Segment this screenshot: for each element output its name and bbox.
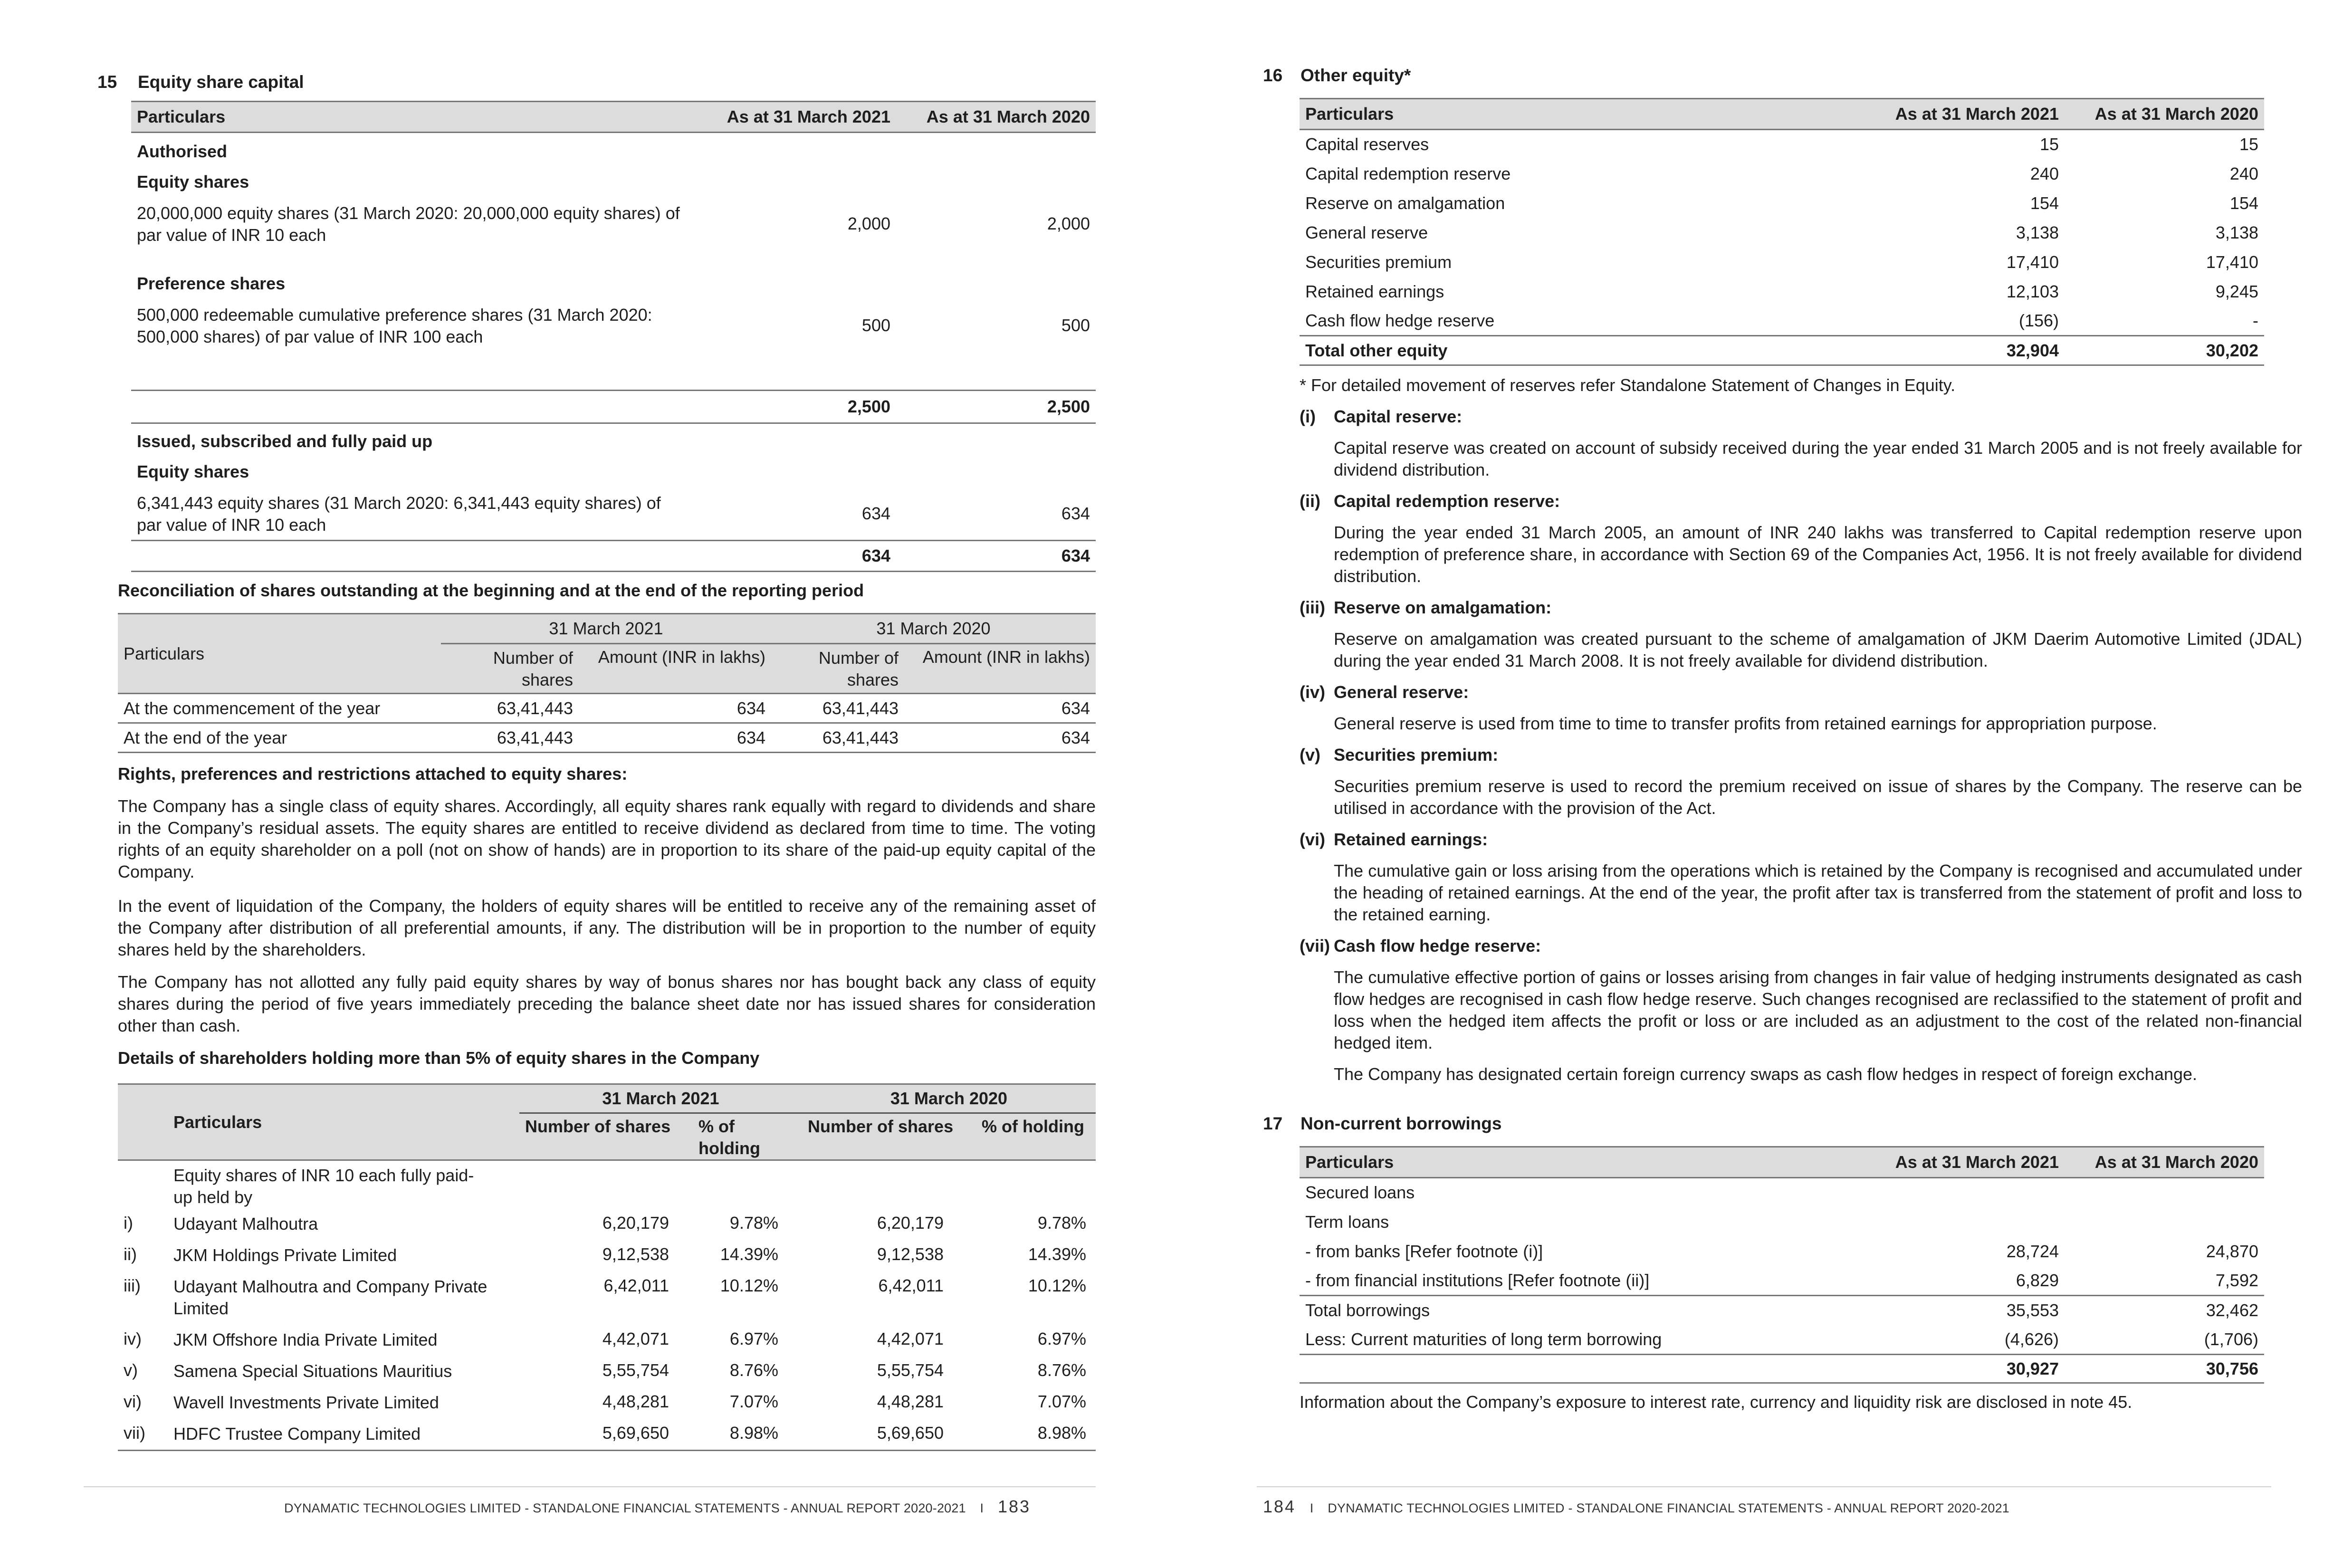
holder-name: Wavell Investments Private Limited — [173, 1393, 439, 1412]
header-2020: As at 31 March 2020 — [2065, 99, 2264, 130]
reserve-item-index: (ii) — [1300, 491, 1320, 511]
value-2021: 6,829 — [2016, 1270, 2059, 1290]
reserve-item-paragraph: Capital reserve was created on account of subsidy received during the year ended 31 March 2005 and is not freely available for dividend distribution. — [1334, 438, 2302, 479]
row-label: Term loans — [1305, 1212, 1389, 1232]
holder-index: ii) — [124, 1244, 137, 1264]
holders-col-num-2021: Number of shares — [519, 1113, 693, 1160]
reserve-descriptions — [1300, 406, 2302, 1095]
holders-year-2020: 31 March 2020 — [802, 1084, 1096, 1113]
authorised-total-2021: 2,500 — [692, 391, 896, 423]
holder-name: JKM Holdings Private Limited — [173, 1245, 397, 1265]
holder-shares-2021: 5,69,650 — [519, 1418, 693, 1451]
header-2020: As at 31 March 2020 — [2065, 1147, 2264, 1178]
borrowings-total-2020: 30,756 — [2065, 1355, 2264, 1383]
borrowings-table — [1300, 1146, 2264, 1384]
issued-desc: 6,341,443 equity shares (31 March 2020: 6,341,443 equity shares) of par value of INR 10 each — [137, 493, 661, 535]
recon-row-label: At the end of the year — [118, 723, 441, 753]
header-2021: As at 31 March 2021 — [692, 102, 896, 133]
recon-cell: 634 — [579, 723, 771, 753]
holder-index: vi) — [124, 1392, 142, 1411]
row-label: Capital reserves — [1305, 134, 1429, 154]
recon-cell: 634 — [1061, 698, 1090, 718]
total-other-equity-2020: 30,202 — [2065, 336, 2264, 365]
table-row — [1300, 1237, 2264, 1266]
holder-pct-2021: 8.98% — [693, 1418, 802, 1451]
value-2020: 9,245 — [2215, 281, 2258, 301]
reserve-item-heading — [1300, 744, 2302, 766]
other-equity-note: * For detailed movement of reserves refer Standalone Statement of Changes in Equity. — [1300, 375, 1956, 395]
reserve-item-title: Capital redemption reserve: — [1334, 491, 1560, 511]
row-label: Securities premium — [1305, 252, 1452, 272]
holder-pct-2020: 10.12% — [1028, 1276, 1086, 1295]
value-2020: 17,410 — [2206, 252, 2258, 272]
table-row — [1300, 306, 2264, 336]
holder-pct-2021: 9.78% — [729, 1213, 778, 1233]
row-label: Total borrowings — [1300, 1296, 1860, 1325]
preference-shares-label: Preference shares — [137, 274, 286, 293]
table-row — [1300, 1325, 2264, 1355]
authorised-equity-2020: 2,000 — [1047, 214, 1090, 233]
shareholders-table — [118, 1083, 1096, 1451]
reserve-item-paragraph: During the year ended 31 March 2005, an amount of INR 240 lakhs was transferred to Capital redemption reserve upon redemption of preference share, in accordance with Section 69 of the Companies Act, 1956. It is not freely available for dividend distribution. — [1334, 523, 2302, 586]
reserve-item-heading — [1300, 490, 2302, 512]
header-particulars: Particulars — [1300, 99, 1860, 130]
table-row — [1300, 189, 2264, 218]
reserve-item-index: (iii) — [1300, 598, 1325, 617]
footer-text: DYNAMATIC TECHNOLOGIES LIMITED - STANDALONE FINANCIAL STATEMENTS - ANNUAL REPORT 2020-2021 — [1328, 1501, 2010, 1515]
footer-separator: I — [980, 1501, 984, 1515]
preference-2020: 500 — [1061, 316, 1090, 335]
reserve-item — [1300, 681, 2302, 735]
row-label: - from financial institutions [Refer footnote (ii)] — [1305, 1270, 1650, 1290]
page-number: 184 — [1263, 1497, 1296, 1516]
holder-pct-2020: 7.07% — [1037, 1392, 1086, 1411]
authorised-label: Authorised — [137, 142, 228, 161]
holders-year-2021: 31 March 2021 — [519, 1084, 802, 1113]
holder-pct-2021: 7.07% — [729, 1392, 778, 1411]
holder-name: Udayant Malhoutra — [173, 1214, 318, 1233]
section-number: 15 — [97, 72, 117, 92]
row-label: Reserve on amalgamation — [1305, 193, 1505, 213]
reserve-item-index: (i) — [1300, 407, 1316, 426]
reconciliation-title: Reconciliation of shares outstanding at the beginning and at the end of the reporting period — [118, 581, 864, 600]
reserve-item-paragraph: Reserve on amalgamation was created pursuant to the scheme of amalgamation of JKM Daerim Automotive Limited (JDAL) during the year ended 31 March 2008. It is not freely available for dividend distribution. — [1334, 629, 2302, 670]
holder-index: iv) — [124, 1329, 142, 1348]
holders-col-num-2020: Number of shares — [802, 1113, 967, 1160]
borrowings-note: Information about the Company’s exposure to interest rate, currency and liquidity risk are disclosed in note 45. — [1300, 1392, 2132, 1412]
section-title: Non-current borrowings — [1300, 1114, 1502, 1133]
value-2021: 154 — [2030, 193, 2059, 213]
reserve-item-paragraph: The cumulative effective portion of gains or losses arising from changes in fair value of hedging instruments designated as cash flow hedges are recognised in cash flow hedge reserve. Such changes recognised are reclassified to the statement of profit and loss when the hedged item affects the profit or loss or are included as an adjustment to the cost of the related non-financial hedged item. — [1334, 967, 2302, 1052]
reserve-item-title: Securities premium: — [1334, 745, 1499, 765]
footer-text: DYNAMATIC TECHNOLOGIES LIMITED - STANDALONE FINANCIAL STATEMENTS - ANNUAL REPORT 2020-2021 — [284, 1501, 966, 1515]
section-number: 16 — [1263, 66, 1283, 85]
equity-shares-label: Equity shares — [137, 172, 249, 191]
row-label: Cash flow hedge reserve — [1305, 310, 1495, 330]
holder-pct-2020: 8.98% — [967, 1418, 1096, 1451]
reserve-item-title: Retained earnings: — [1334, 830, 1488, 849]
value-2020: 3,138 — [2215, 222, 2258, 242]
row-label: General reserve — [1305, 222, 1428, 242]
issued-2020: 634 — [1061, 504, 1090, 523]
row-label: Capital redemption reserve — [1305, 163, 1511, 183]
reserve-item-paragraph: Securities premium reserve is used to record the premium received on issue of shares by the Company. The reserve can be utilised in accordance with the provision of the Act. — [1334, 776, 2302, 818]
holders-title: Details of shareholders holding more than 5% of equity shares in the Company — [118, 1048, 760, 1068]
header-particulars: Particulars — [1300, 1147, 1860, 1178]
recon-particulars: Particulars — [118, 614, 441, 694]
section-title: Equity share capital — [138, 72, 304, 92]
issued-label: Issued, subscribed and fully paid up — [137, 431, 433, 451]
value-2020: - — [2253, 310, 2258, 330]
footer-left — [284, 1497, 1031, 1517]
total-other-equity-2021: 32,904 — [1860, 336, 2065, 365]
rights-paragraph-3: The Company has not allotted any fully paid equity shares by way of bonus shares nor has bought back any class of equity shares during the period of five years immediately preceding the balance sheet date nor has issued shares for consideration other than cash. — [118, 972, 1096, 1035]
value-2021: 17,410 — [2006, 252, 2059, 272]
reserve-item-index: (vii) — [1300, 936, 1330, 956]
recon-col-shares-2021: Number of shares — [441, 644, 579, 694]
holder-shares-2020: 9,12,538 — [877, 1244, 944, 1264]
header-particulars: Particulars — [131, 102, 692, 133]
table-row — [118, 723, 1096, 753]
holder-pct-2021: 6.97% — [729, 1329, 778, 1348]
value-2021 — [1860, 1207, 2065, 1237]
right-page — [1176, 0, 2352, 1568]
holder-pct-2021: 10.12% — [720, 1276, 778, 1295]
table-header — [131, 102, 1096, 133]
reserve-item-heading — [1300, 935, 2302, 957]
other-equity-rows — [1300, 130, 2264, 336]
table-row — [118, 1271, 1096, 1324]
rights-paragraph-2: In the event of liquidation of the Company, the holders of equity shares will be entitled to receive any of the remaining asset of the Company after distribution of all preferential amounts, if any. The distribution will be in proportion to the number of equity shares held by the shareholders. — [118, 896, 1096, 959]
recon-cell: 63,41,443 — [771, 723, 904, 753]
recon-year-2021: 31 March 2021 — [441, 614, 771, 644]
footer-divider — [84, 1486, 1096, 1487]
footer-divider — [1257, 1486, 2271, 1487]
table-row — [118, 1240, 1096, 1271]
value-2020: 32,462 — [2065, 1296, 2264, 1325]
preference-desc: 500,000 redeemable cumulative preference shares (31 March 2020: 500,000 shares) of par value of INR 100 each — [137, 305, 652, 346]
borrowings-total-2021: 30,927 — [1860, 1355, 2065, 1383]
holder-pct-2020: 14.39% — [1028, 1244, 1086, 1264]
recon-col-shares-2020: Number of shares — [771, 644, 904, 694]
recon-row-label: At the commencement of the year — [124, 698, 381, 718]
value-2021: 15 — [2039, 134, 2059, 154]
table-row — [1300, 1266, 2264, 1296]
reserve-item — [1300, 490, 2302, 587]
holder-shares-2021: 6,20,179 — [602, 1213, 669, 1233]
footer-right — [1263, 1497, 2009, 1517]
table-row — [1300, 248, 2264, 277]
holder-name: JKM Offshore India Private Limited — [173, 1330, 438, 1349]
value-2020: 7,592 — [2215, 1270, 2258, 1290]
holder-pct-2020: 9.78% — [1037, 1213, 1086, 1233]
holder-name: HDFC Trustee Company Limited — [168, 1418, 519, 1451]
value-2021: 28,724 — [2006, 1241, 2059, 1261]
authorised-equity-desc: 20,000,000 equity shares (31 March 2020: 20,000,000 equity shares) of par value of INR 10 each — [137, 203, 680, 245]
holder-name: Samena Special Situations Mauritius — [173, 1361, 452, 1381]
borrowings-rows — [1300, 1178, 2264, 1355]
other-equity-table — [1300, 98, 2264, 366]
reserve-item — [1300, 935, 2302, 1085]
reserve-item — [1300, 597, 2302, 672]
holder-index: v) — [124, 1360, 138, 1380]
holders-col-pct-2020: % of holding — [967, 1113, 1096, 1160]
reserve-item-paragraph: The Company has designated certain foreign currency swaps as cash flow hedges in respect of foreign exchange. — [1334, 1064, 2198, 1084]
holders-rows — [118, 1208, 1096, 1451]
table-row — [118, 694, 1096, 723]
recon-cell: 634 — [904, 723, 1096, 753]
holder-shares-2020: 5,55,754 — [877, 1360, 944, 1380]
recon-cell: 63,41,443 — [441, 723, 579, 753]
footer-separator: I — [1310, 1501, 1314, 1515]
holder-index: iii) — [124, 1276, 141, 1295]
table-row — [118, 1356, 1096, 1387]
table-row — [1300, 1207, 2264, 1237]
value-2020: (1,706) — [2204, 1329, 2258, 1349]
table-row — [1300, 218, 2264, 248]
value-2020: 15 — [2239, 134, 2258, 154]
preference-2021: 500 — [861, 316, 890, 335]
holders-intro: Equity shares of INR 10 each fully paid-up held by — [173, 1166, 474, 1207]
holder-shares-2021: 4,48,281 — [602, 1392, 669, 1411]
holder-pct-2021: 8.76% — [729, 1360, 778, 1380]
holder-index: vii) — [118, 1418, 168, 1451]
holder-index: i) — [124, 1213, 133, 1233]
row-label: Less: Current maturities of long term borrowing — [1305, 1329, 1662, 1349]
header-2021: As at 31 March 2021 — [1860, 99, 2065, 130]
value-2021: (156) — [2018, 310, 2059, 330]
table-row — [118, 1387, 1096, 1418]
table-row — [118, 1324, 1096, 1356]
recon-cell: 63,41,443 — [822, 698, 899, 718]
reserve-item — [1300, 744, 2302, 819]
holder-name: Udayant Malhoutra and Company Private Limited — [173, 1277, 488, 1318]
total-other-equity-label: Total other equity — [1300, 336, 1860, 365]
holder-shares-2020: 4,48,281 — [877, 1392, 944, 1411]
reconciliation-table — [118, 613, 1096, 753]
value-2021: (4,626) — [2004, 1329, 2059, 1349]
reserve-item-index: (vi) — [1300, 830, 1325, 849]
reserve-item-index: (v) — [1300, 745, 1320, 765]
reserve-item-heading — [1300, 829, 2302, 851]
reserve-item-heading — [1300, 406, 2302, 428]
holder-shares-2020: 4,42,071 — [877, 1329, 944, 1348]
holder-shares-2021: 6,42,011 — [603, 1276, 669, 1295]
value-2020: 240 — [2229, 163, 2258, 183]
table-row — [1300, 1296, 2264, 1325]
row-label: - from banks [Refer footnote (i)] — [1305, 1241, 1543, 1261]
holder-shares-2021: 9,12,538 — [602, 1244, 669, 1264]
recon-year-2020: 31 March 2020 — [771, 614, 1096, 644]
section-title: Other equity* — [1300, 66, 1411, 85]
rights-title: Rights, preferences and restrictions attached to equity shares: — [118, 764, 628, 784]
reserve-item-paragraph: General reserve is used from time to time to transfer profits from retained earnings for appropriation purpose. — [1334, 714, 2157, 733]
table-row — [118, 1208, 1096, 1240]
reserve-item-title: General reserve: — [1334, 682, 1469, 702]
section-number: 17 — [1263, 1114, 1283, 1133]
authorised-equity-2021: 2,000 — [847, 214, 890, 233]
value-2021: 3,138 — [2016, 222, 2059, 242]
table-row — [1300, 277, 2264, 306]
value-2021 — [1860, 1178, 2065, 1207]
value-2020: 154 — [2229, 193, 2258, 213]
reserve-item-title: Cash flow hedge reserve: — [1334, 936, 1541, 956]
issued-total-2020: 634 — [896, 541, 1096, 572]
recon-cell: 634 — [736, 698, 765, 718]
holder-pct-2020: 6.97% — [1037, 1329, 1086, 1348]
row-label: Retained earnings — [1305, 281, 1444, 301]
reserve-item-title: Capital reserve: — [1334, 407, 1463, 426]
reserve-item — [1300, 406, 2302, 481]
holder-shares-2020: 6,20,179 — [877, 1213, 944, 1233]
value-2021: 240 — [2030, 163, 2059, 183]
holder-pct-2020: 8.76% — [1037, 1360, 1086, 1380]
reserve-item-paragraph: The cumulative gain or loss arising from the operations which is retained by the Company is recognised and accumulated under the heading of retained earnings. At the end of the year, the profit after tax is transferred from the statement of profit and loss to the retained earning. — [1334, 861, 2302, 924]
issued-2021: 634 — [861, 504, 890, 523]
reserve-item-heading — [1300, 681, 2302, 703]
recon-col-amount-2020: Amount (INR in lakhs) — [904, 644, 1096, 694]
reserve-item-heading — [1300, 597, 2302, 619]
table-row — [1300, 159, 2264, 189]
issued-total-2021: 634 — [692, 541, 896, 572]
table-row — [118, 1418, 1096, 1451]
recon-cell: 63,41,443 — [497, 698, 573, 718]
recon-col-amount-2021: Amount (INR in lakhs) — [579, 644, 771, 694]
issued-equity-label: Equity shares — [137, 462, 249, 481]
rights-paragraph-1: The Company has a single class of equity shares. Accordingly, all equity shares rank equally with regard to dividends and share in the Company’s residual assets. The equity shares are entitled to receive dividend as declared from time to time. The voting rights of an equity shareholder on a poll (not on show of hands) are in proportion to its share of the paid-up equity capital of the Company. — [118, 796, 1096, 881]
holder-shares-2021: 5,55,754 — [602, 1360, 669, 1380]
value-2020: 24,870 — [2206, 1241, 2258, 1261]
holders-col-pct-2021: % of holding — [693, 1113, 802, 1160]
table-row — [1300, 130, 2264, 159]
value-2020 — [2065, 1207, 2264, 1237]
reserve-item-index: (iv) — [1300, 682, 1325, 702]
table-row — [1300, 1178, 2264, 1207]
reserve-item — [1300, 829, 2302, 926]
holder-shares-2020: 6,42,011 — [878, 1276, 944, 1295]
authorised-total-2020: 2,500 — [896, 391, 1096, 423]
page-number: 183 — [997, 1497, 1031, 1516]
reserve-item-title: Reserve on amalgamation: — [1334, 598, 1552, 617]
value-2021: 35,553 — [1860, 1296, 2065, 1325]
holder-pct-2021: 14.39% — [720, 1244, 778, 1264]
holders-particulars: Particulars — [168, 1084, 519, 1160]
value-2020 — [2065, 1178, 2264, 1207]
holder-shares-2021: 4,42,071 — [602, 1329, 669, 1348]
holder-shares-2020: 5,69,650 — [802, 1418, 967, 1451]
equity-share-capital-table — [131, 101, 1096, 572]
row-label: Secured loans — [1305, 1183, 1415, 1203]
header-2021: As at 31 March 2021 — [1860, 1147, 2065, 1178]
header-2020: As at 31 March 2020 — [896, 102, 1096, 133]
value-2021: 12,103 — [2006, 281, 2059, 301]
